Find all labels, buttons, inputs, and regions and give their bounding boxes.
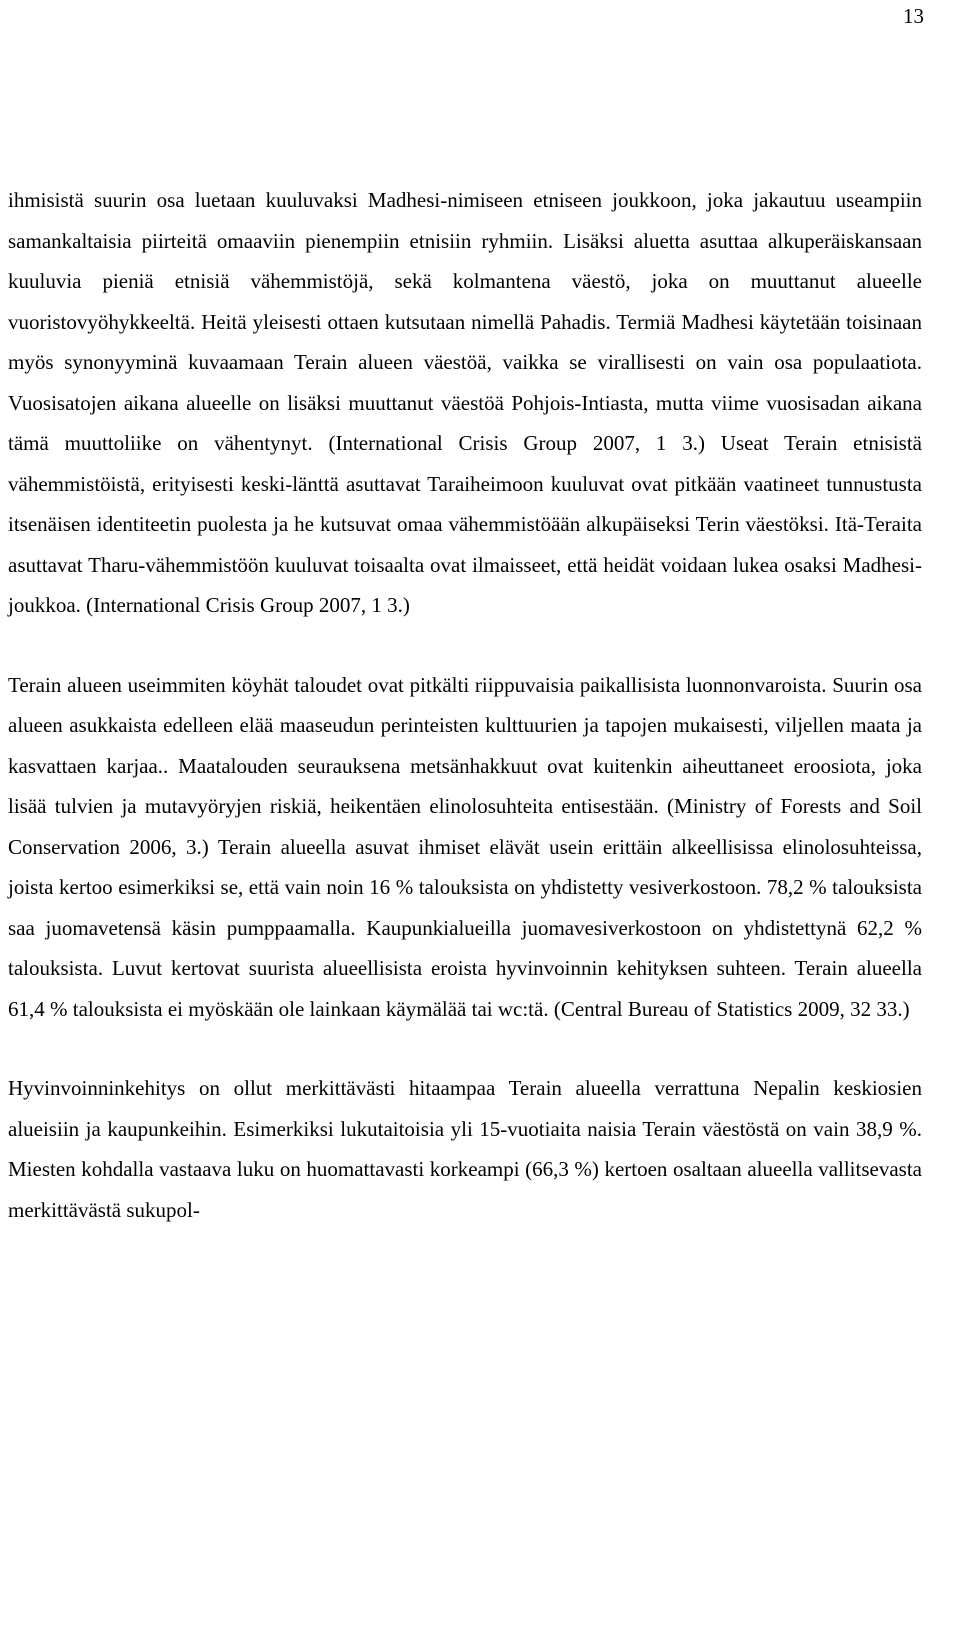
paragraph-terai-living-conditions: Terain alueen useimmiten köyhät taloudet ovat pitkälti riippuvaisia paikallisista luonnonvaroista. Suurin osa alueen asukkaista edelleen elää maaseudun perinteisten kulttuurien ja tapojen mukaisesti, viljellen maata ja kasvattaen karjaa.. Maatalouden seurauksena metsänhakkuut ovat kuitenkin aiheuttaneet eroosiota, joka lisää tulvien ja mutavyöryjen riskiä, heikentäen elinolosuhteita entisestään. (Ministry of Forests and Soil Conservation 2006, 3.) Terain alueella asuvat ihmiset elävät usein erittäin alkeellisissa elinolosuhteissa, joista kertoo esimerkiksi se, että vain noin 16 % talouksista on yhdistetty vesiverkostoon. 78,2 % talouksista saa juomavetensä käsin pumppaamalla. Kaupunkialueilla juomavesiverkostoon on yhdistettynä 62,2 % talouksista. Luvut kertovat suurista alueellisista eroista hyvinvoinnin kehityksen suhteen. Terain alueella 61,4 % talouksista ei myöskään ole lainkaan käymälää tai wc:tä. (Central Bureau of Statistics 2009, 32 33.)	[8, 672, 922, 1021]
page-number: 13	[903, 4, 924, 28]
paragraph-madhesi-population: ihmisistä suurin osa luetaan kuuluvaksi Madhesi-nimiseen etniseen joukkoon, joka jakautuu useampiin samankaltaisia piirteitä omaaviin pienempiin etnisiin ryhmiin. Lisäksi aluetta asuttaa alkuperäiskansaan kuuluvia pieniä etnisiä vähemmistöjä, sekä kolmantena väestö, joka on muuttanut alueelle vuoristovyöhykkeeltä. Heitä yleisesti ottaen kutsutaan nimellä Pahadis. Termiä Madhesi käytetään toisinaan myös synonyyminä kuvaamaan Terain alueen väestöä, vaikka se virallisesti on vain osa populaatiota. Vuosisatojen aikana alueelle on lisäksi muuttanut väestöä Pohjois-Intiasta, mutta viime vuosisadan aikana tämä muuttoliike on vähentynyt. (International Crisis Group 2007, 1 3.) Useat Terain etnisistä vähemmistöistä, erityisesti keski-länttä asuttavat Taraiheimoon kuuluvat ovat pitkään vaatineet tunnustusta itsenäisen identiteetin puolesta ja he kutsuvat omaa vähemmistöään alkupäiseksi Terin väestöksi. Itä-Teraita asuttavat Tharu-vähemmistöön kuuluvat toisaalta ovat ilmaisseet, että heidät voidaan lukea osaksi Madhesi-joukkoa. (International Crisis Group 2007, 1 3.)	[8, 188, 922, 617]
paragraph-welfare-development: Hyvinvoinninkehitys on ollut merkittävästi hitaampaa Terain alueella verrattuna Nepalin keskiosien alueisiin ja kaupunkeihin. Esimerkiksi lukutaitoisia yli 15-vuotiaita naisia Terain väestöstä on vain 38,9 %. Miesten kohdalla vastaava luku on huomattavasti korkeampi (66,3 %) kertoen osaltaan alueella vallitsevasta merkittävästä sukupol-	[8, 1076, 922, 1222]
document-body	[8, 180, 922, 1230]
